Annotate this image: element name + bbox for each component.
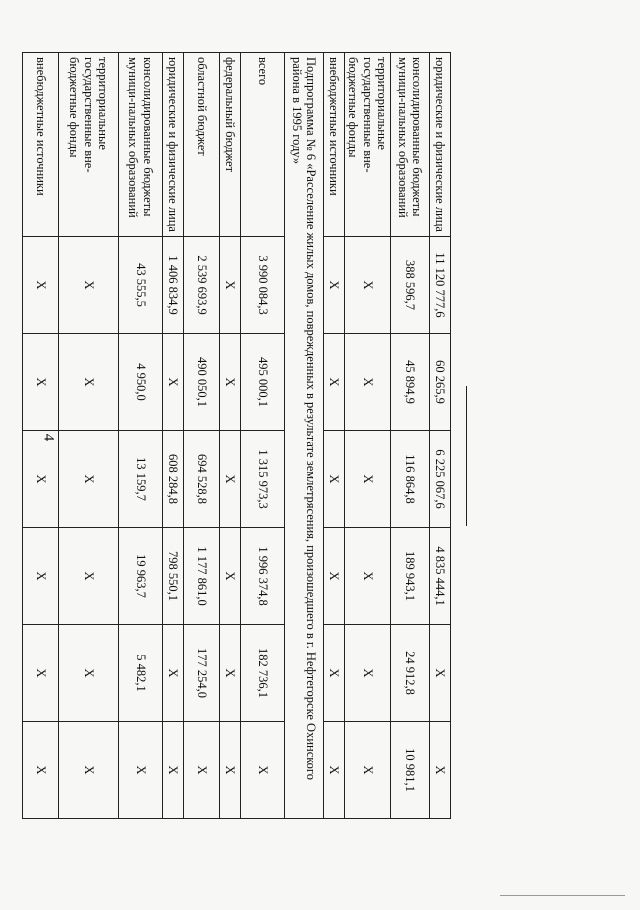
cell-value: 4 950,0 (118, 334, 162, 431)
table-row (162, 53, 183, 819)
cell-value: 495 000,1 (240, 334, 284, 431)
cell-value: 19 963,7 (118, 528, 162, 625)
cell-value: Х (22, 334, 58, 431)
row-label: территориальные государственные вне-бюджетные фонды (58, 53, 118, 237)
cell-value: 189 943,1 (391, 528, 430, 625)
table-row (344, 53, 390, 819)
table-row (118, 53, 162, 819)
row-label: юридические и физические лица (162, 53, 183, 237)
cell-value: 2 539 693,9 (183, 237, 219, 334)
cell-value: Х (183, 722, 219, 819)
cell-value: 4 835 444,1 (430, 528, 451, 625)
table-row (219, 53, 240, 819)
cell-value: 182 736,1 (240, 625, 284, 722)
row-label: всего (240, 53, 284, 237)
row-label: консолидированные бюджеты муници-пальных образований (391, 53, 430, 237)
cell-value: Х (219, 528, 240, 625)
cell-value: Х (118, 722, 162, 819)
cell-value: Х (219, 334, 240, 431)
row-label: юридические и физические лица (430, 53, 451, 237)
cell-value: 1 315 973,3 (240, 431, 284, 528)
cell-value: Х (430, 722, 451, 819)
cell-value: 1 996 374,8 (240, 528, 284, 625)
row-label: внебюджетные источники (22, 53, 58, 237)
cell-value: 3 990 084,3 (240, 237, 284, 334)
cell-value: 45 894,9 (391, 334, 430, 431)
row-label: областной бюджет (183, 53, 219, 237)
cell-value: Х (323, 237, 344, 334)
table-row (323, 53, 344, 819)
cell-value: Х (58, 237, 118, 334)
cell-value: Х (344, 431, 390, 528)
table-row (22, 53, 58, 819)
bottom-edge-mark (500, 895, 625, 896)
cell-value: 798 550,1 (162, 528, 183, 625)
page-number: 4 (40, 433, 57, 442)
table-row (240, 53, 284, 819)
cell-value: 43 555,5 (118, 237, 162, 334)
cell-value: Х (162, 334, 183, 431)
table-row (391, 53, 430, 819)
table-row (183, 53, 219, 819)
cell-value: 490 050,1 (183, 334, 219, 431)
cell-value: 60 265,9 (430, 334, 451, 431)
cell-value: Х (219, 625, 240, 722)
cell-value: 11 120 777,6 (430, 237, 451, 334)
table-row (430, 53, 451, 819)
row-label: внебюджетные источники (323, 53, 344, 237)
cell-value: 5 482,1 (118, 625, 162, 722)
subprogram-title-row (284, 53, 323, 819)
cell-value: 24 912,8 (391, 625, 430, 722)
cell-value: 116 864,8 (391, 431, 430, 528)
row-label: территориальные государственные вне-бюджетные фонды (344, 53, 390, 237)
cell-value: Х (344, 237, 390, 334)
cell-value: Х (219, 722, 240, 819)
cell-value: 13 159,7 (118, 431, 162, 528)
cell-value: Х (22, 528, 58, 625)
cell-value: Х (323, 625, 344, 722)
cell-value: 1 177 861,0 (183, 528, 219, 625)
cell-value: 694 528,8 (183, 431, 219, 528)
cell-value: Х (323, 431, 344, 528)
cell-value: Х (58, 625, 118, 722)
cell-value: Х (162, 625, 183, 722)
cell-value: Х (58, 722, 118, 819)
cell-value: Х (22, 431, 58, 528)
cell-value: Х (22, 625, 58, 722)
cell-value: Х (58, 528, 118, 625)
cell-value: Х (58, 334, 118, 431)
cell-value: Х (240, 722, 284, 819)
cell-value: Х (344, 625, 390, 722)
cell-value: Х (344, 528, 390, 625)
cell-value: 177 254,0 (183, 625, 219, 722)
cell-value: Х (323, 334, 344, 431)
cell-value: Х (22, 237, 58, 334)
cell-value: Х (344, 334, 390, 431)
cell-value: 1 406 834,9 (162, 237, 183, 334)
cell-value: 10 981,1 (391, 722, 430, 819)
cell-value: Х (22, 722, 58, 819)
cell-value: Х (162, 722, 183, 819)
separator-line (466, 386, 467, 526)
cell-value: 388 596,7 (391, 237, 430, 334)
cell-value: Х (58, 431, 118, 528)
cell-value: Х (323, 722, 344, 819)
cell-value: 6 225 067,6 (430, 431, 451, 528)
cell-value: Х (430, 625, 451, 722)
funding-table-rotated (33, 52, 451, 818)
funding-table (22, 52, 451, 819)
table-row (58, 53, 118, 819)
cell-value: Х (344, 722, 390, 819)
cell-value: Х (323, 528, 344, 625)
row-label: федеральный бюджет (219, 53, 240, 237)
cell-value: Х (219, 431, 240, 528)
subprogram-title: Подпрограмма № 6 «Расселение жилых домов, поврежденных в результате землетрясения, произошедшего в г. Нефтегорске Охинского района в 1995 году» (284, 53, 323, 819)
cell-value: 608 284,8 (162, 431, 183, 528)
row-label: консолидированные бюджеты муници-пальных образований (118, 53, 162, 237)
cell-value: Х (219, 237, 240, 334)
